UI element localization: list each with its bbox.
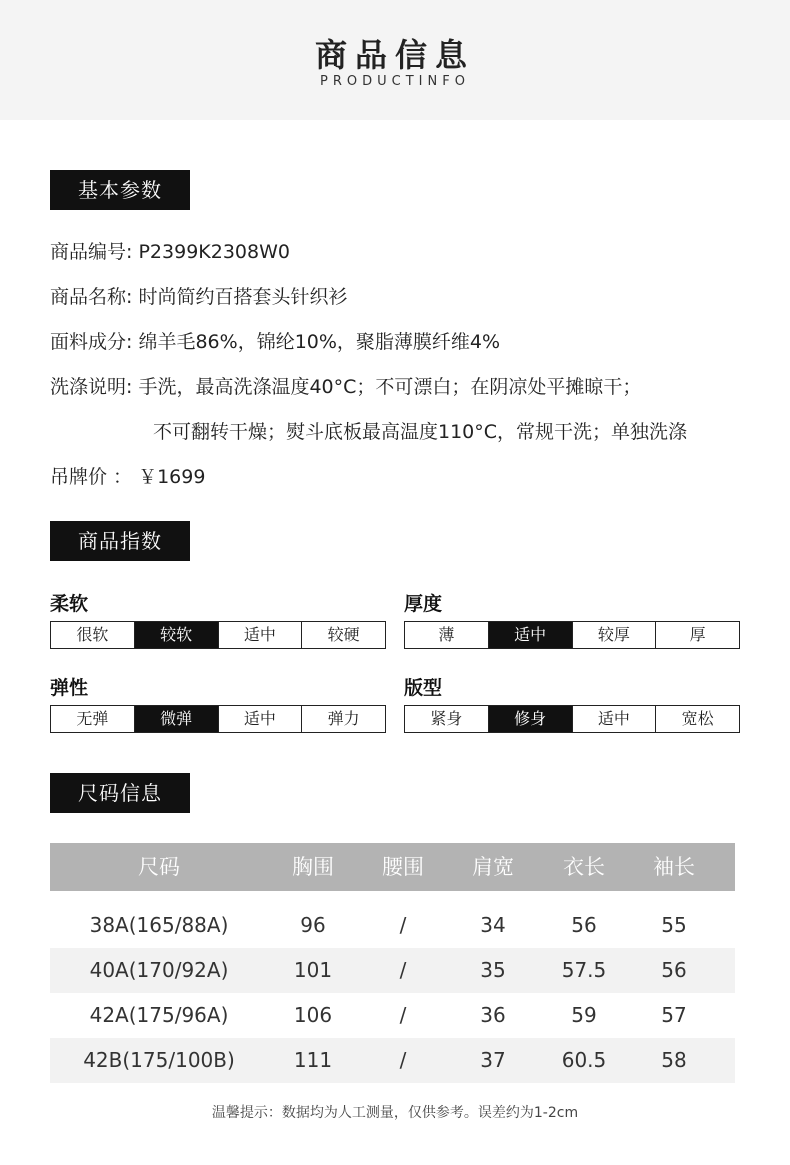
- param-colon: :: [126, 331, 133, 353]
- table-cell: 101: [293, 958, 333, 982]
- scale-option: 适中: [218, 706, 302, 732]
- param-row-price: [50, 462, 205, 489]
- scale-option: 适中: [218, 622, 302, 648]
- param-label: 面料成分: [50, 331, 127, 353]
- size-table-header: [50, 843, 735, 891]
- table-cell: 60.5: [561, 1048, 607, 1072]
- section-tag-basic: 基本参数: [50, 170, 190, 210]
- param-colon: :: [126, 376, 133, 398]
- table-cell: /: [399, 958, 407, 982]
- param-colon: :: [126, 286, 133, 308]
- header-cell: 衣长: [563, 855, 605, 879]
- param-value: 时尚简约百搭套头针织衫: [138, 286, 348, 308]
- param-value: 手洗，最高洗涤温度40°C；不可漂白；在阴凉处平摊晾干；: [138, 376, 642, 398]
- table-cell: 34: [480, 913, 506, 937]
- index-label-fit: 版型: [404, 677, 443, 699]
- section-tag-index: 商品指数: [50, 521, 190, 561]
- section-tag-size: 尺码信息: [50, 773, 190, 813]
- table-cell: 58: [661, 1048, 687, 1072]
- param-label: 洗涤说明: [50, 376, 127, 398]
- param-row-code: [50, 237, 290, 264]
- scale-option: 适中: [572, 706, 656, 732]
- scale-option-selected: 较软: [134, 622, 218, 648]
- scale-option: 薄: [438, 625, 455, 644]
- table-cell: 42A(175/96A): [89, 1003, 229, 1027]
- scale-option: 无弹: [76, 709, 109, 728]
- softness-scale: [50, 621, 386, 649]
- header-band: [0, 0, 790, 120]
- table-cell: /: [399, 1048, 407, 1072]
- table-cell: 42B(175/100B): [83, 1048, 235, 1072]
- table-cell: 35: [480, 958, 506, 982]
- page-subtitle: PRODUCTINFO: [320, 74, 470, 89]
- param-value: P2399K2308W0: [138, 241, 290, 263]
- table-cell: 38A(165/88A): [89, 913, 229, 937]
- thickness-scale: [404, 621, 740, 649]
- scale-option: 较硬: [301, 622, 385, 648]
- table-cell: 55: [661, 913, 687, 937]
- table-cell: /: [399, 1003, 407, 1027]
- param-colon: :: [126, 241, 133, 263]
- header-cell: 腰围: [382, 855, 424, 879]
- param-wash-continued: 不可翻转干燥；熨斗底板最高温度110°C，常规干洗；单独洗涤: [153, 421, 688, 443]
- header-cell: 胸围: [292, 855, 334, 879]
- price-value: ￥1699: [138, 466, 206, 488]
- scale-option: 较厚: [572, 622, 656, 648]
- table-row: [50, 993, 735, 1038]
- table-cell: 40A(170/92A): [89, 958, 229, 982]
- param-row-wash: [50, 372, 641, 399]
- param-value: 绵羊毛86%，锦纶10%，聚脂薄膜纤维4%: [138, 331, 501, 353]
- elasticity-scale: [50, 705, 386, 733]
- size-table: [50, 843, 735, 1083]
- table-cell: 56: [571, 913, 597, 937]
- param-row-fabric: [50, 327, 500, 354]
- table-cell: 36: [480, 1003, 506, 1027]
- scale-option-selected: 适中: [488, 622, 572, 648]
- footnote: 温馨提示：数据均为人工测量，仅供参考。误差约为1-2cm: [211, 1105, 579, 1121]
- index-label-thickness: 厚度: [404, 593, 443, 615]
- header-cell: 袖长: [653, 855, 695, 879]
- param-label: 商品名称: [50, 286, 127, 308]
- header-cell: 尺码: [138, 855, 180, 879]
- table-row: [50, 1038, 735, 1083]
- index-label-elasticity: 弹性: [50, 677, 89, 699]
- scale-option: 很软: [76, 625, 109, 644]
- param-label: 商品编号: [50, 241, 127, 263]
- table-cell: 59: [571, 1003, 597, 1027]
- scale-option-selected: 修身: [488, 706, 572, 732]
- fit-scale: [404, 705, 740, 733]
- scale-option-selected: 微弹: [134, 706, 218, 732]
- table-cell: 57: [661, 1003, 687, 1027]
- table-cell: /: [399, 913, 407, 937]
- scale-option: 紧身: [430, 709, 463, 728]
- table-row: [50, 948, 735, 993]
- scale-option: 弹力: [301, 706, 385, 732]
- table-cell: 37: [480, 1048, 506, 1072]
- price-label: 吊牌价 ：: [50, 466, 133, 488]
- page-title: 商品信息: [314, 36, 475, 74]
- table-row: [50, 903, 735, 948]
- table-cell: 56: [661, 958, 687, 982]
- header-cell: 肩宽: [472, 855, 514, 879]
- table-cell: 57.5: [561, 958, 607, 982]
- scale-option: 宽松: [655, 706, 739, 732]
- index-label-softness: 柔软: [50, 593, 89, 615]
- table-cell: 96: [300, 913, 326, 937]
- table-cell: 111: [293, 1048, 333, 1072]
- table-cell: 106: [293, 1003, 333, 1027]
- param-row-name: [50, 282, 347, 309]
- scale-option: 厚: [655, 622, 739, 648]
